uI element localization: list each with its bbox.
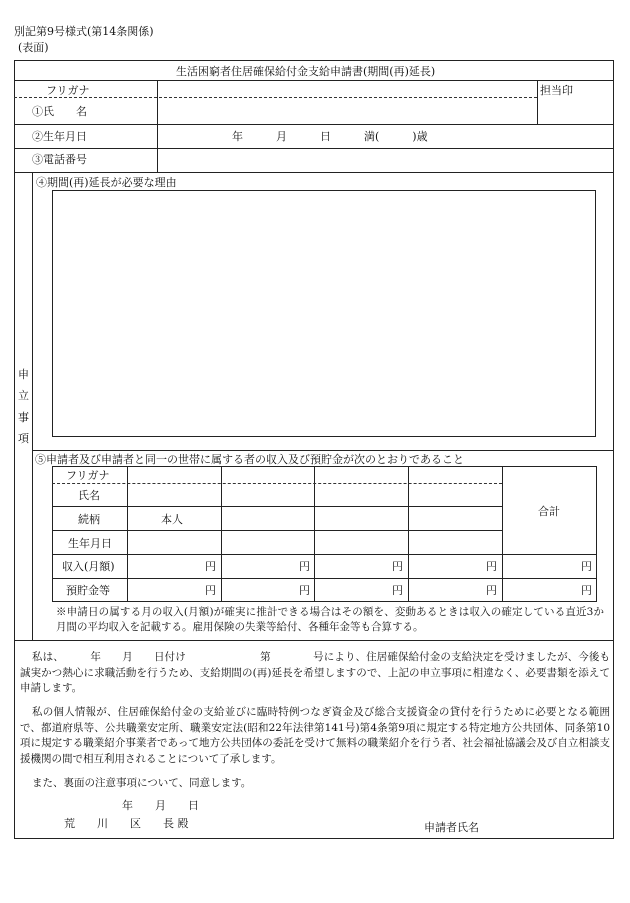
yen-unit: 円: [299, 584, 310, 597]
row-label-birth: 生年月日: [68, 537, 112, 550]
birth-format: 年 月 日 満( )歳: [232, 130, 428, 143]
birth-label: ②生年月日: [32, 130, 87, 143]
statement-para-2: 私の個人情報が、住居確保給付金の支給並びに臨時特例つなぎ資金及び総合支援資金の貸付を行うために必要となる範囲で、都道府県等、公共職業安定所、職業安定法(昭和22年法律第141号)第4条第9項に規定する特定地方公共団体、同条第10項に規定する職業紹介事業者であって地方公共団体の委託を受けて無料の職業紹介を行う者、社会福祉協議会及び自立相談支援機関の間で相互利用されることについて了承します。: [20, 706, 610, 765]
yen-unit: 円: [205, 584, 216, 597]
self-relation: 本人: [161, 513, 183, 526]
stamp-label: 担当印: [540, 84, 573, 97]
applicant-name-input[interactable]: [484, 816, 612, 836]
phone-input[interactable]: [160, 150, 614, 172]
furigana-label: フリガナ: [46, 84, 90, 97]
yen-unit: 円: [299, 560, 310, 573]
reason-textarea[interactable]: [52, 190, 596, 437]
declaration-char-3: 事: [18, 411, 29, 424]
addressee: 荒 川 区 長 殿: [64, 817, 189, 830]
declaration-char-2: 立: [18, 389, 29, 402]
reason-label: ④期間(再)延長が必要な理由: [36, 176, 177, 189]
yen-unit: 円: [581, 584, 592, 597]
yen-unit: 円: [486, 584, 497, 597]
yen-unit: 円: [205, 560, 216, 573]
declaration-char-1: 申: [18, 368, 29, 381]
form-title: 生活困窮者住居確保給付金支給申請書(期間(再)延長): [176, 65, 436, 78]
income-table: [52, 466, 597, 602]
row-label-income: 収入(月額): [62, 560, 115, 573]
income-label: ⑤申請者及び申請者と同一の世帯に属する者の収入及び預貯金が次のとおりであること: [35, 453, 464, 466]
side-label: (表面): [18, 41, 49, 54]
total-label: 合計: [538, 505, 560, 518]
income-note: ※申請日の属する月の収入(月額)が確実に推計できる場合はその額を、変動あるときは収入の確定している直近3か月間の平均収入を記載する。雇用保険の失業等給付、各種年金等も合算する。: [56, 606, 604, 633]
row-label-relation: 続柄: [78, 513, 100, 526]
furigana-input[interactable]: [160, 82, 536, 98]
row-label-name: 氏名: [78, 489, 100, 502]
yen-unit: 円: [581, 560, 592, 573]
yen-unit: 円: [486, 560, 497, 573]
yen-unit: 円: [392, 584, 403, 597]
statement-para-3: また、裏面の注意事項について、同意します。: [32, 777, 252, 789]
declaration-char-4: 項: [18, 432, 29, 445]
form-number: 別記第9号様式(第14条関係): [14, 25, 154, 38]
statement-para-1: 私は、 年 月 日付け 第 号により、住居確保給付金の支給決定を受けましたが、今後も誠実かつ熱心に求職活動を行うため、支給期間の(再)延長を希望しますので、上記の申立事項に相違なく、必要書類を添えて申請します。: [20, 651, 610, 694]
date-line: 年 月 日: [122, 799, 199, 812]
name-label: ①氏 名: [32, 105, 87, 118]
name-input[interactable]: [160, 100, 536, 122]
row-label-savings: 預貯金等: [66, 584, 110, 597]
applicant-label: 申請者氏名: [424, 821, 479, 834]
row-label-furigana: フリガナ: [66, 469, 110, 482]
yen-unit: 円: [392, 560, 403, 573]
phone-label: ③電話番号: [32, 153, 87, 166]
